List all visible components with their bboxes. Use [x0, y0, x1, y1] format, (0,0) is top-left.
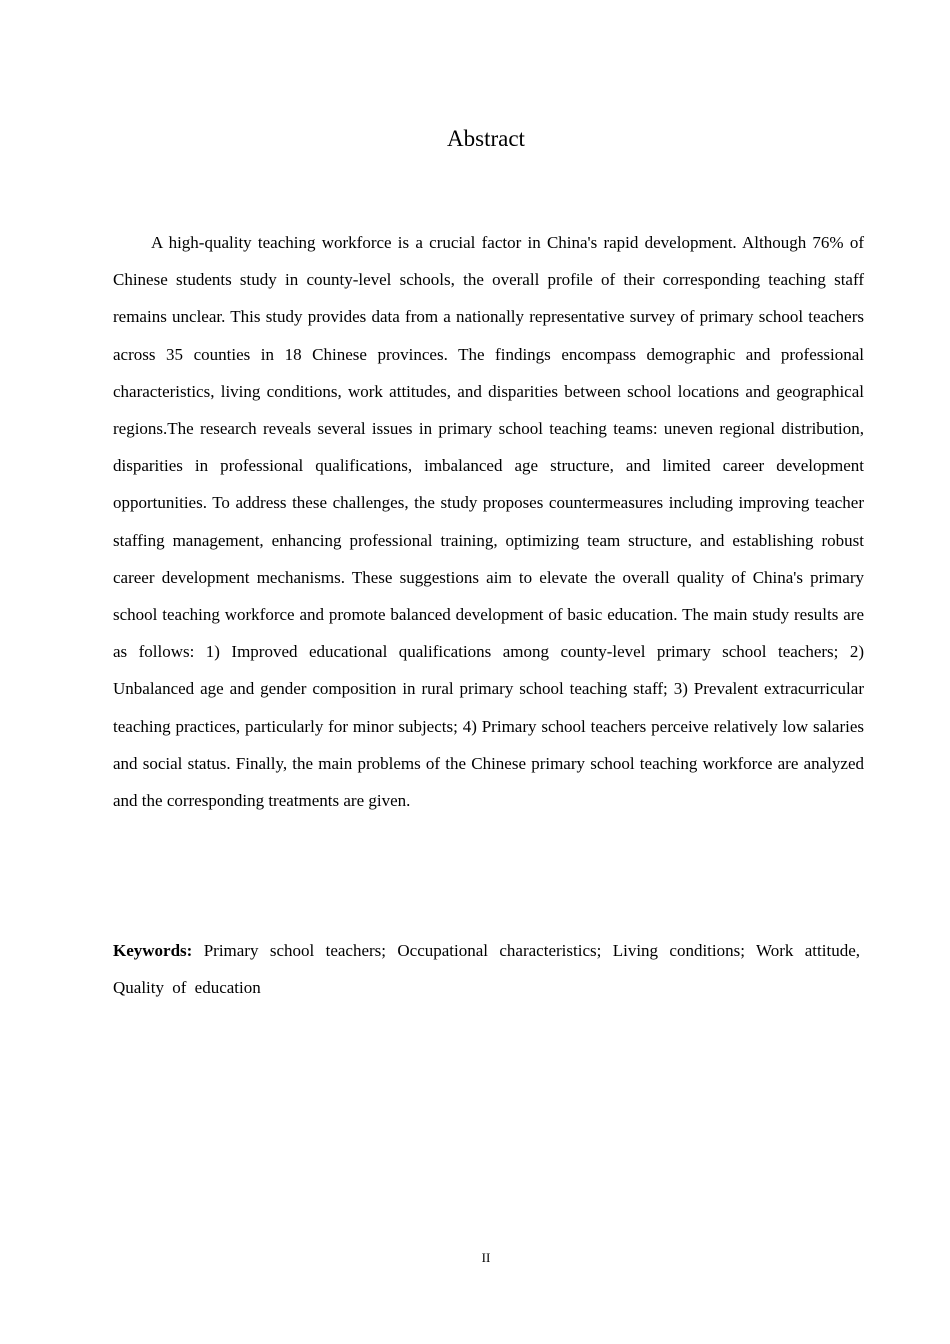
abstract-title: Abstract [447, 126, 525, 151]
page-number: II [481, 1250, 491, 1265]
keywords-paragraph [113, 932, 860, 1006]
abstract-body: A high-quality teaching workforce is a crucial factor in China's rapid development. Although 76% of Chinese students study in county-level schools, the overall profile of their corresponding teaching staff remains unclear. This study provides data from a nationally representative survey of primary school teachers across 35 counties in 18 Chinese provinces. The findings encompass demographic and professional characteristics, living conditions, work attitudes, and disparities between school locations and geographical regions.The research reveals several issues in primary school teaching teams: uneven regional distribution, disparities in professional qualifications, imbalanced age structure, and limited career development opportunities. To address these challenges, the study proposes countermeasures including improving teacher staffing management, enhancing professional training, optimizing team structure, and establishing robust career development mechanisms. These suggestions aim to elevate the overall quality of China's primary school teaching workforce and promote balanced development of basic education. The main study results are as follows: 1) Improved educational qualifications among county-level primary school teachers; 2) Unbalanced age and gender composition in rural primary school teaching staff; 3) Prevalent extracurricular teaching practices, particularly for minor subjects; 4) Primary school teachers perceive relatively low salaries and social status. Finally, the main problems of the Chinese primary school teaching workforce are analyzed and the corresponding treatments are given. [113, 233, 864, 811]
keywords-text: Primary school teachers; Occupational characteristics; Living conditions; Work attitude, Quality of education [113, 941, 860, 997]
keywords-label: Keywords: [113, 941, 193, 960]
